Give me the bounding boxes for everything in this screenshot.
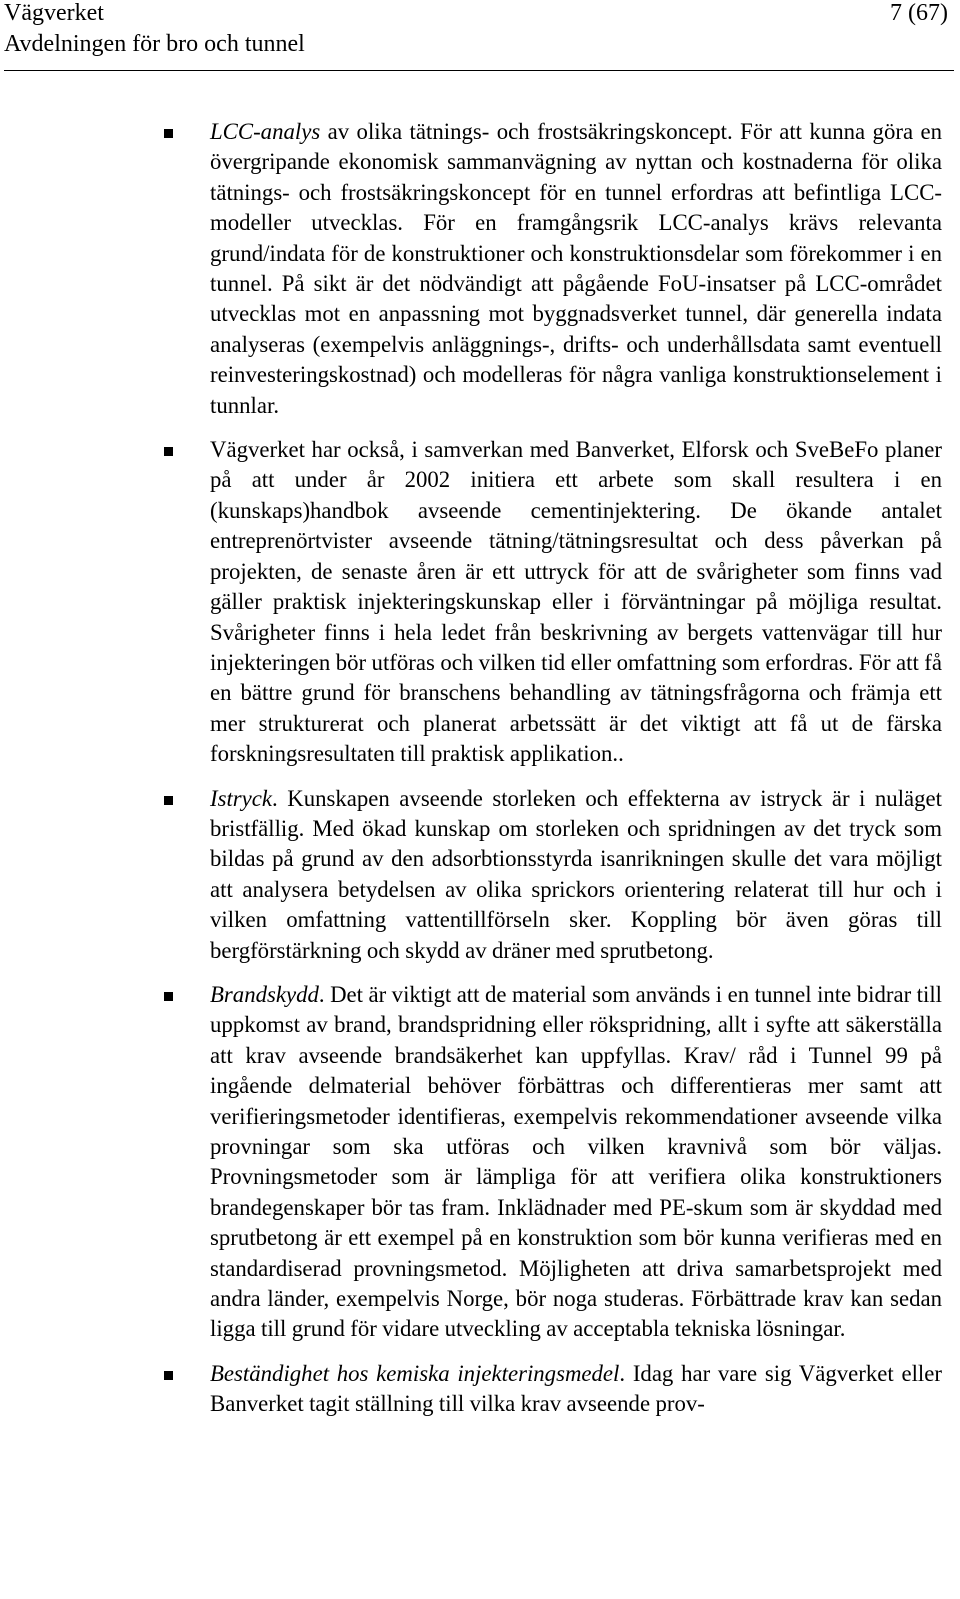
paragraph-text <box>210 435 942 769</box>
paragraph-text <box>210 117 942 421</box>
header-page-number: 7 (67) <box>890 0 948 26</box>
list-item-istryck <box>0 784 960 966</box>
header-organization: Vägverket <box>4 0 104 26</box>
list-item-lcc-analys <box>0 117 960 421</box>
item-lead: Beständighet hos kemiska injekteringsmedel <box>210 1360 620 1386</box>
square-bullet-icon <box>164 796 173 805</box>
item-body: . Kunskapen avseende storleken och effekterna av istryck är i nuläget bristfällig. Med ökad kunskap om storleken och spridningen av det tryck som bildas på grund av den adsorbtionsstyrda isanrikningen skulle det vara möjligt att analysera betydelsen av olika sprickors orientering relaterat till hur och i vilken omfattning vattentillförseln sker. Koppling bör även göras till bergförstärkning och skydd av dräner med sprutbetong. <box>210 785 942 963</box>
item-body: Vägverket har också, i samverkan med Banverket, Elforsk och SveBeFo planer på att under år 2002 initiera ett arbete som skall resultera i en (kunskaps)handbok avseende cementinjektering. De ökande antalet entreprenörtvister avseende tätning/tätningsresultat och dess påverkan på projekten, de senaste åren är ett uttryck för att de svårigheter som finns vad gäller praktisk injekteringskunskap eller i förväntningar på möjliga resultat. Svårigheter finns i hela ledet från beskrivning av bergets vattenvägar till hur injekteringen bör utföras och vilken tid eller omfattning som erfordras. För att få en bättre grund för branschens behandling av tätningsfrågorna och främja ett mer strukturerat och planerat arbetssätt är det viktigt att få ut de färska forskningsresultaten till praktisk applikation.. <box>210 437 942 767</box>
page-header <box>4 0 954 71</box>
square-bullet-icon <box>164 447 173 456</box>
item-lead: Brandskydd <box>210 981 319 1007</box>
paragraph-text <box>210 784 942 966</box>
square-bullet-icon <box>164 992 173 1001</box>
item-lead: LCC-analys <box>210 119 321 144</box>
item-body: . Idag har vare sig Vägverket eller Banverket tagit ställning till vilka krav avseende prov- <box>210 1360 942 1417</box>
item-lead: Istryck <box>210 785 273 811</box>
list-item-bestandighet <box>0 1359 960 1420</box>
paragraph-text <box>210 1359 942 1420</box>
square-bullet-icon <box>164 129 173 138</box>
item-body: av olika tätnings- och frostsäkringskoncept. För att kunna göra en övergripande ekonomisk sammanvägning av nyttan och kostnaderna för olika tätnings- och frostsäkringskoncept för en tunnel erfordras att befintliga LCC-modeller utvecklas. För en framgångsrik LCC-analys krävs relevanta grund/indata för de konstruktioner och konstruktionsdelar som förekommer i en tunnel. På sikt är det nödvändigt att pågående FoU-insatser på LCC-området utvecklas mot en anpassning mot byggnadsverket tunnel, där generella indata analyseras (exempelvis anläggnings-, drifts- och underhållsdata samt eventuell reinvesteringskostnad) och modelleras för några vanliga konstruktionselement i tunnlar. <box>210 119 942 418</box>
paragraph-text <box>210 980 942 1345</box>
list-item-brandskydd <box>0 980 960 1345</box>
square-bullet-icon <box>164 1371 173 1380</box>
bullet-list <box>0 117 960 1420</box>
document-body <box>0 117 960 1434</box>
list-item-cementinjektering <box>0 435 960 769</box>
header-department: Avdelningen för bro och tunnel <box>4 31 305 57</box>
item-body: . Det är viktigt att de material som används i en tunnel inte bidrar till uppkomst av brand, brandspridning eller rökspridning, allt i syfte att säkerställa att krav avseende brandsäkerhet kan uppfyllas. Krav/ råd i Tunnel 99 på ingående delmaterial behöver förbättras och differentieras mer samt att verifieringsmetoder identifieras, exempelvis rekommendationer avseende vilka provningar som ska utföras och vilken kravnivå som bör väljas. Provningsmetoder som är lämpliga för att verifiera olika konstruktioners brandegenskaper bör tas fram. Inklädnader med PE-skum som är skyddad med sprutbetong är ett exempel på en konstruktion som bör kunna verifieras med en standardiserad provningsmetod. Möjligheten att driva samarbetsprojekt med andra länder, exempelvis Norge, bör noga studeras. Förbättrade krav kan sedan ligga till grund för vidare utveckling av acceptabla tekniska lösningar. <box>210 981 942 1342</box>
